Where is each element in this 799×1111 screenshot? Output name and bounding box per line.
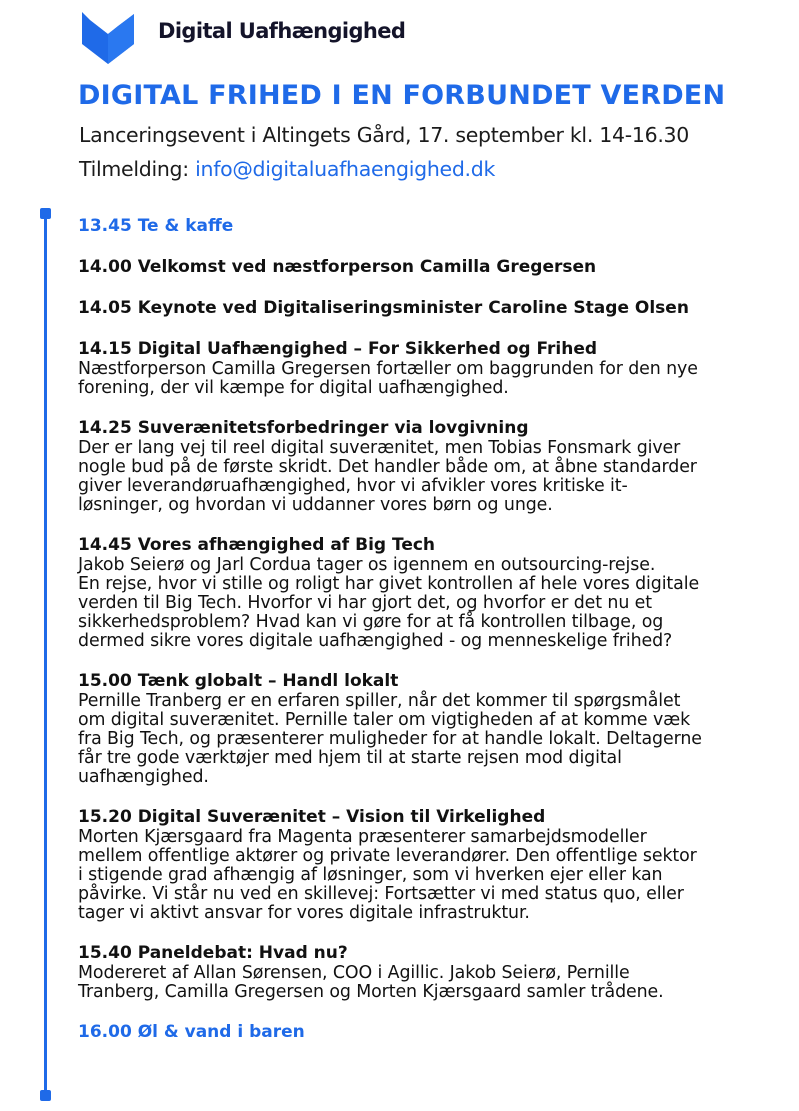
agenda-item-title: 15.20 Digital Suverænitet – Vision til Virkelighed [78, 807, 546, 827]
description-line: løsninger, og hvordan vi uddanner vores børn og unge. [78, 495, 553, 515]
description-line: mellem offentlige aktører og private leverandører. Den offentlige sektor [78, 846, 697, 866]
timeline-start-marker [40, 208, 51, 219]
timeline-end-marker [40, 1090, 51, 1101]
agenda-list [78, 215, 768, 1062]
agenda-item-title: 16.00 Øl & vand i baren [78, 1022, 305, 1042]
description-line: får tre gode værktøjer med hjem til at starte rejsen mod digital [78, 748, 622, 768]
agenda-item [78, 256, 768, 278]
description-line: i stigende grad afhængig af løsninger, som vi hverken ejer eller kan [78, 865, 663, 885]
description-line: fra Big Tech, og præsenterer muligheder for at handle lokalt. Deltagerne [78, 729, 702, 749]
agenda-item-description [78, 828, 768, 923]
agenda-item [78, 215, 768, 237]
page-title: DIGITAL FRIHED I EN FORBUNDET VERDEN [78, 80, 726, 111]
agenda-item-description [78, 964, 768, 1002]
agenda-item-title: 14.25 Suverænitetsforbedringer via lovgivning [78, 418, 529, 438]
description-line: dermed sikre vores digitale uafhængighed - og menneskelige frihed? [78, 631, 673, 651]
description-line: Modereret af Allan Sørensen, COO i Agillic. Jakob Seierø, Pernille [78, 963, 630, 983]
agenda-item [78, 417, 768, 515]
agenda-item-title: 14.45 Vores afhængighed af Big Tech [78, 535, 436, 555]
description-line: om digital suverænitet. Pernille taler om vigtigheden af at komme væk [78, 710, 691, 730]
description-line: sikkerhedsproblem? Hvad kan vi gøre for at få kontrollen tilbage, og [78, 612, 664, 632]
brand-name: Digital Uafhængighed [158, 19, 406, 43]
brand-logo-icon [80, 6, 136, 66]
signup-email-link[interactable]: info@digitaluafhaengighed.dk [195, 157, 496, 181]
agenda-item [78, 297, 768, 319]
agenda-item-title: 15.40 Paneldebat: Hvad nu? [78, 943, 348, 963]
agenda-item [78, 534, 768, 651]
description-line: Pernille Tranberg er en erfaren spiller, når det kommer til spørgsmålet [78, 691, 681, 711]
description-line: nogle bud på de første skridt. Det handler både om, at åbne standarder [78, 457, 697, 477]
description-line: Næstforperson Camilla Gregersen fortæller om baggrunden for den nye [78, 359, 698, 379]
agenda-item-description [78, 556, 768, 651]
agenda-item [78, 1021, 768, 1043]
description-line: Tranberg, Camilla Gregersen og Morten Kjærsgaard samler trådene. [78, 982, 664, 1002]
description-line: Morten Kjærsgaard fra Magenta præsenterer samarbejdsmodeller [78, 827, 647, 847]
signup-line [79, 157, 495, 181]
agenda-item-description [78, 439, 768, 515]
agenda-item [78, 338, 768, 398]
agenda-item-title: 15.00 Tænk globalt – Handl lokalt [78, 671, 399, 691]
description-line: Jakob Seierø og Jarl Cordua tager os igennem en outsourcing-rejse. [78, 555, 656, 575]
description-line: En rejse, hvor vi stille og roligt har givet kontrollen af hele vores digitale [78, 574, 700, 594]
agenda-item-description [78, 360, 768, 398]
agenda-item-description [78, 692, 768, 787]
description-line: tager vi aktivt ansvar for vores digitale infrastruktur. [78, 903, 530, 923]
timeline-line [44, 212, 47, 1096]
agenda-item-title: 13.45 Te & kaffe [78, 216, 234, 236]
signup-label: Tilmelding: [79, 157, 196, 181]
description-line: giver leverandøruafhængighed, hvor vi afvikler vores kritiske it- [78, 476, 628, 496]
description-line: uafhængighed. [78, 767, 209, 787]
agenda-item [78, 806, 768, 923]
agenda-item [78, 670, 768, 787]
description-line: påvirke. Vi står nu ved en skillevej: Fortsætter vi med status quo, eller [78, 884, 684, 904]
agenda-item-title: 14.00 Velkomst ved næstforperson Camilla Gregersen [78, 257, 597, 277]
description-line: verden til Big Tech. Hvorfor vi har gjort det, og hvorfor er det nu et [78, 593, 652, 613]
event-subtitle: Lanceringsevent i Altingets Gård, 17. september kl. 14-16.30 [79, 123, 690, 147]
description-line: Der er lang vej til reel digital suverænitet, men Tobias Fonsmark giver [78, 438, 681, 458]
description-line: forening, der vil kæmpe for digital uafhængighed. [78, 378, 509, 398]
agenda-item-title: 14.15 Digital Uafhængighed – For Sikkerhed og Frihed [78, 339, 598, 359]
agenda-item-title: 14.05 Keynote ved Digitaliseringsminister Caroline Stage Olsen [78, 298, 689, 318]
agenda-item [78, 942, 768, 1002]
